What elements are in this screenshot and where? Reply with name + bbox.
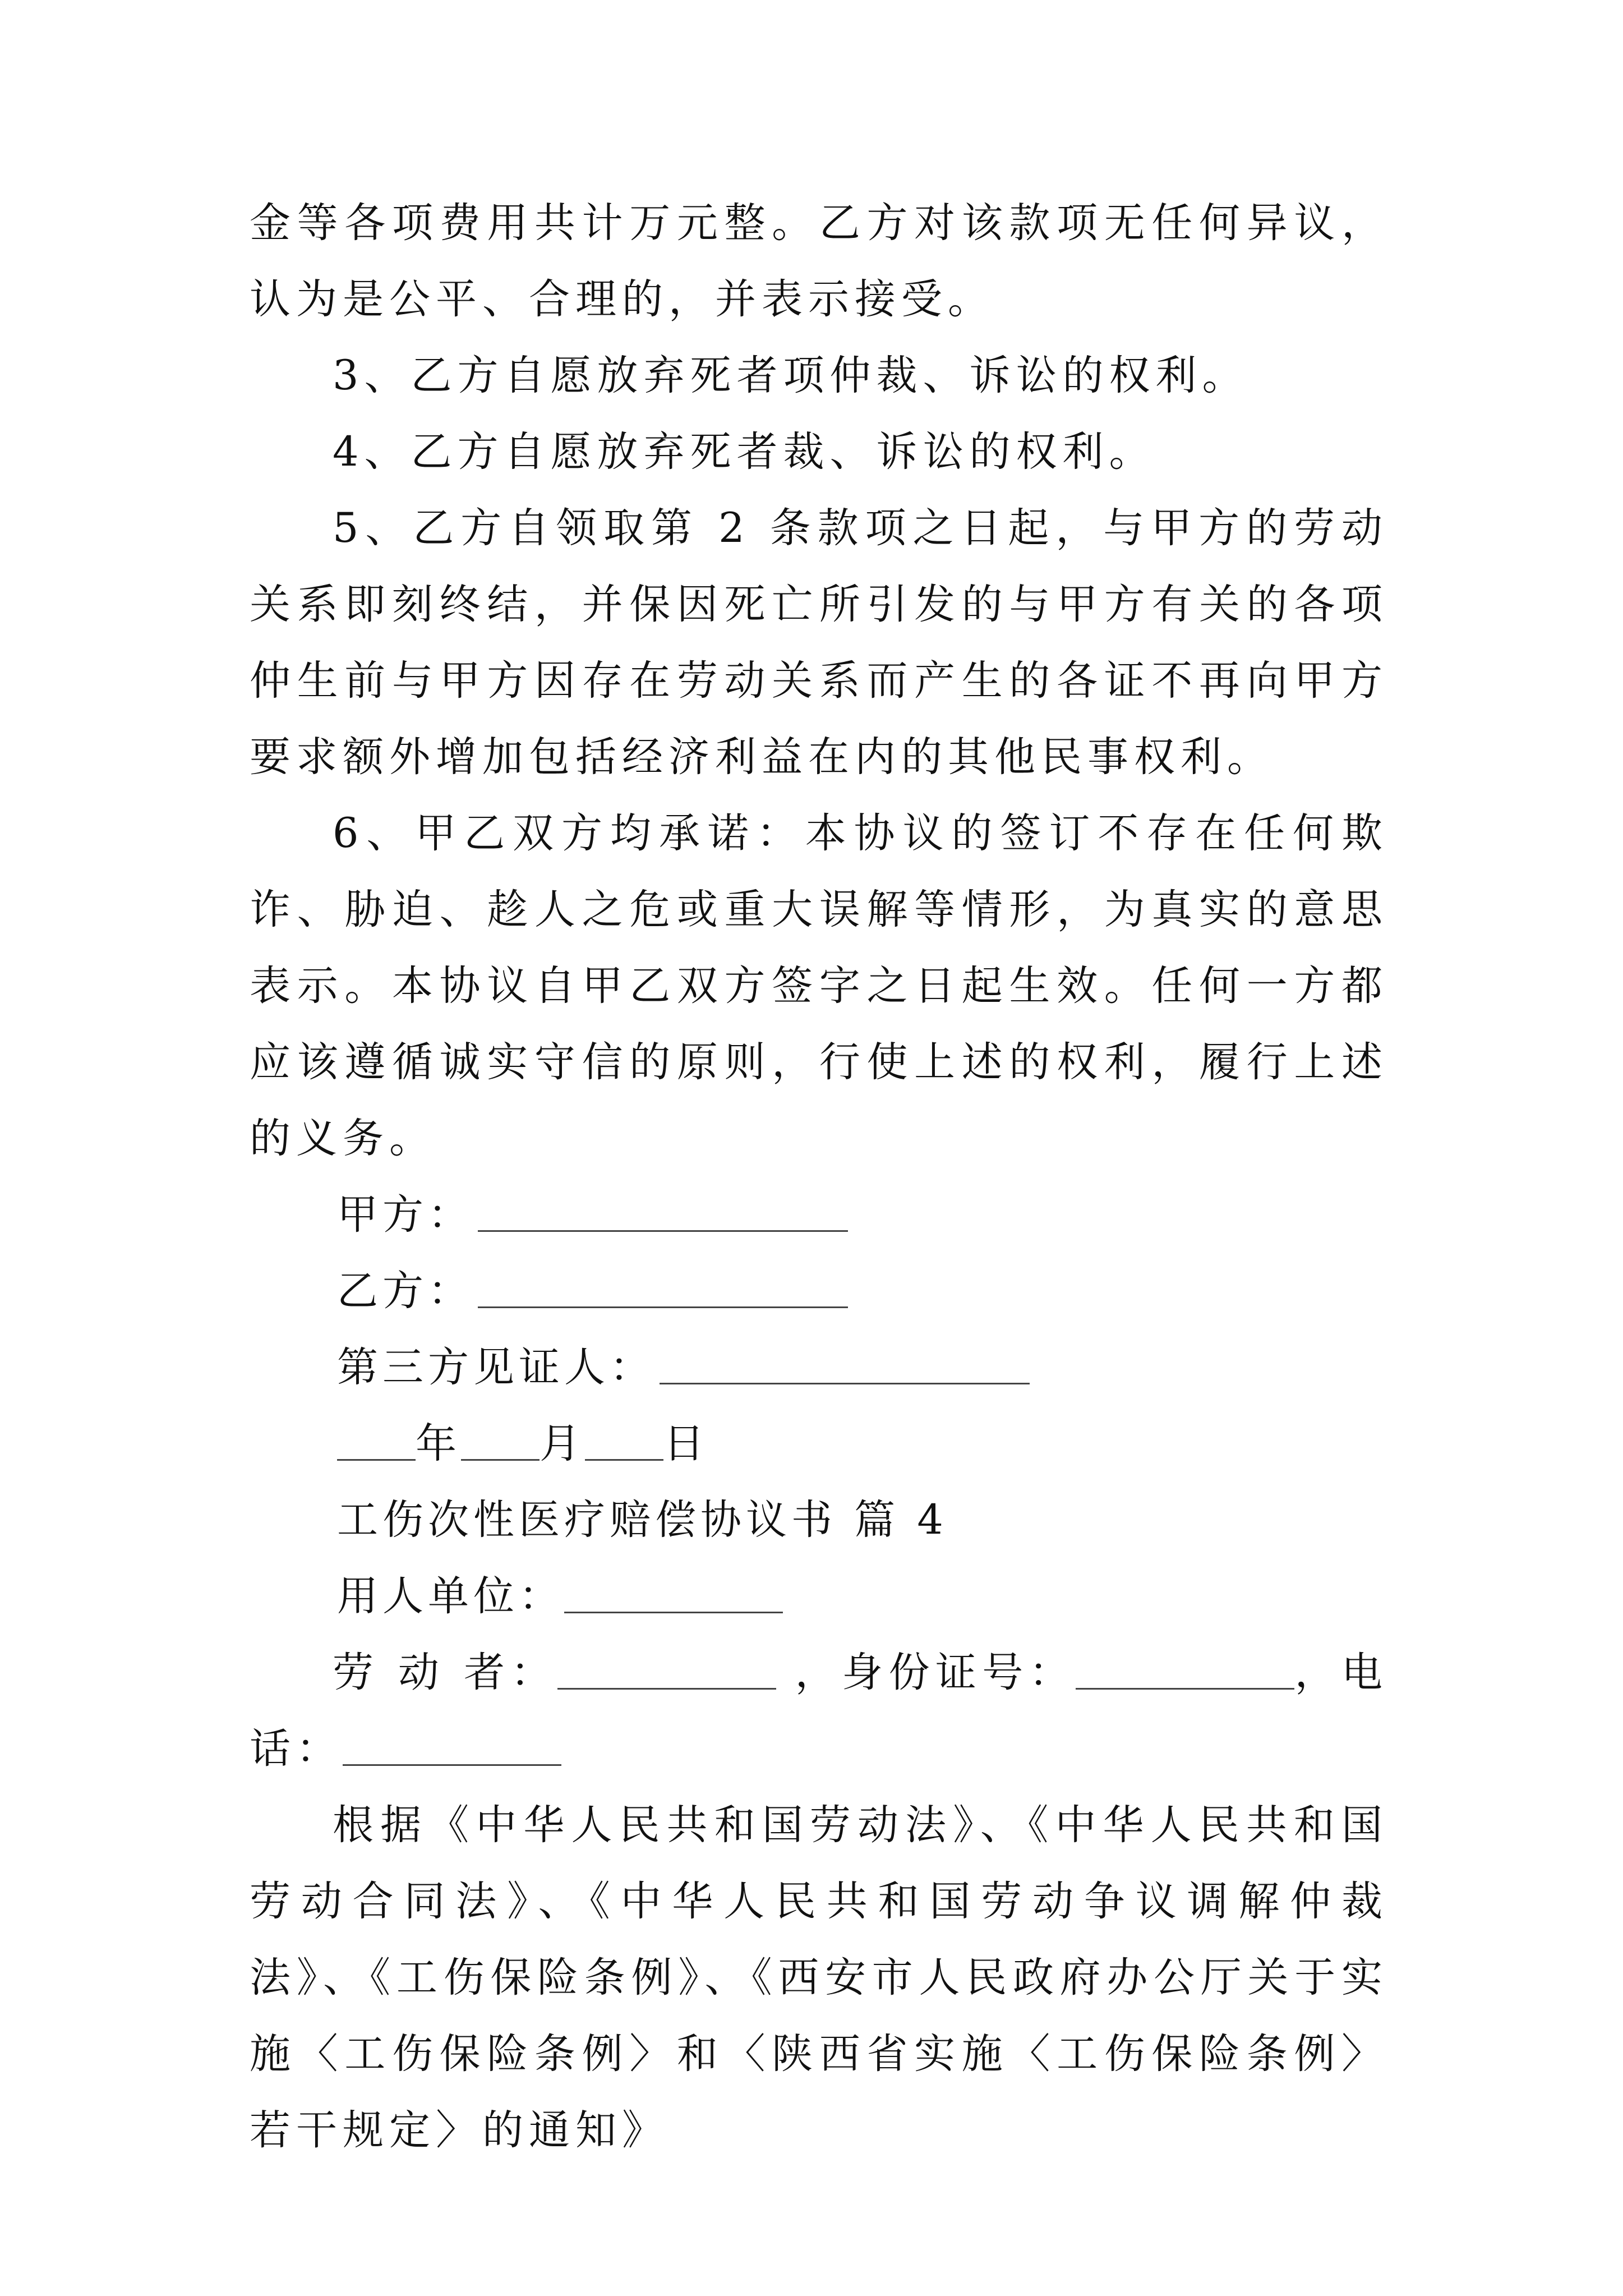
paragraph-fees: 金等各项费用共计万元整。乙方对该款项无任何异议，认为是公平、合理的，并表示接受。 bbox=[250, 199, 1388, 323]
year-blank bbox=[337, 1420, 416, 1461]
witness-signature-line bbox=[250, 1329, 1388, 1406]
document-body bbox=[250, 185, 1388, 2169]
paragraph-item-6: 6、甲乙双方均承诺：本协议的签订不存在任何欺诈、胁迫、趁人之危或重大误解等情形，为真实的意思表示。本协议自甲乙双方签字之日起生效。任何一方都应该遵循诚实守信的原则，行使上述的权利，履行上述的义务。 bbox=[250, 809, 1388, 1162]
worker-label: 劳 动 者： bbox=[333, 1649, 557, 1696]
day-label: 日 bbox=[663, 1420, 709, 1467]
party-a-signature-line bbox=[250, 1177, 1388, 1253]
paragraph-item-4: 4、乙方自愿放弃死者裁、诉讼的权利。 bbox=[333, 428, 1156, 476]
employer-blank bbox=[564, 1572, 783, 1613]
worker-info-line bbox=[250, 1635, 1388, 1787]
section-title: 工伤次性医疗赔偿协议书 篇 4 bbox=[337, 1496, 948, 1544]
worker-phone-label: ，电话： bbox=[250, 1649, 1388, 1773]
paragraph-item-5: 5、乙方自领取第 2 条款项之日起，与甲方的劳动关系即刻终结，并保因死亡所引发的与甲方有关的各项仲生前与甲方因存在劳动关系而产生的各证不再向甲方要求额外增加包括经济利益在内的其他民事权利。 bbox=[250, 504, 1388, 781]
party-b-signature-line bbox=[250, 1253, 1388, 1329]
month-blank bbox=[461, 1420, 540, 1461]
employer-line bbox=[250, 1558, 1388, 1635]
paragraph-item-3: 3、乙方自愿放弃死者项仲裁、诉讼的权利。 bbox=[333, 352, 1249, 399]
year-label: 年 bbox=[416, 1420, 461, 1467]
worker-id-label: ，身份证号： bbox=[795, 1649, 1076, 1696]
day-blank bbox=[585, 1420, 663, 1461]
paragraph-legal-basis: 根据《中华人民共和国劳动法》、《中华人民共和国劳动合同法》、《中华人民共和国劳动争议调解仲裁法》、《工伤保险条例》、《西安市人民政府办公厅关于实施〈工伤保险条例〉和〈陕西省实施〈工伤保险条例〉若干规定〉的通知》 bbox=[250, 1801, 1388, 2154]
party-a-label: 甲方： bbox=[337, 1191, 473, 1239]
employer-label: 用人单位： bbox=[337, 1572, 564, 1620]
party-b-blank bbox=[478, 1267, 848, 1308]
worker-name-blank bbox=[557, 1649, 776, 1690]
witness-blank bbox=[660, 1343, 1030, 1384]
party-b-label: 乙方： bbox=[337, 1267, 473, 1315]
worker-phone-blank bbox=[343, 1725, 561, 1766]
witness-label: 第三方见证人： bbox=[337, 1343, 655, 1391]
date-line bbox=[250, 1406, 1388, 1482]
month-label: 月 bbox=[540, 1420, 585, 1467]
party-a-blank bbox=[478, 1191, 848, 1232]
worker-id-blank bbox=[1076, 1649, 1294, 1690]
